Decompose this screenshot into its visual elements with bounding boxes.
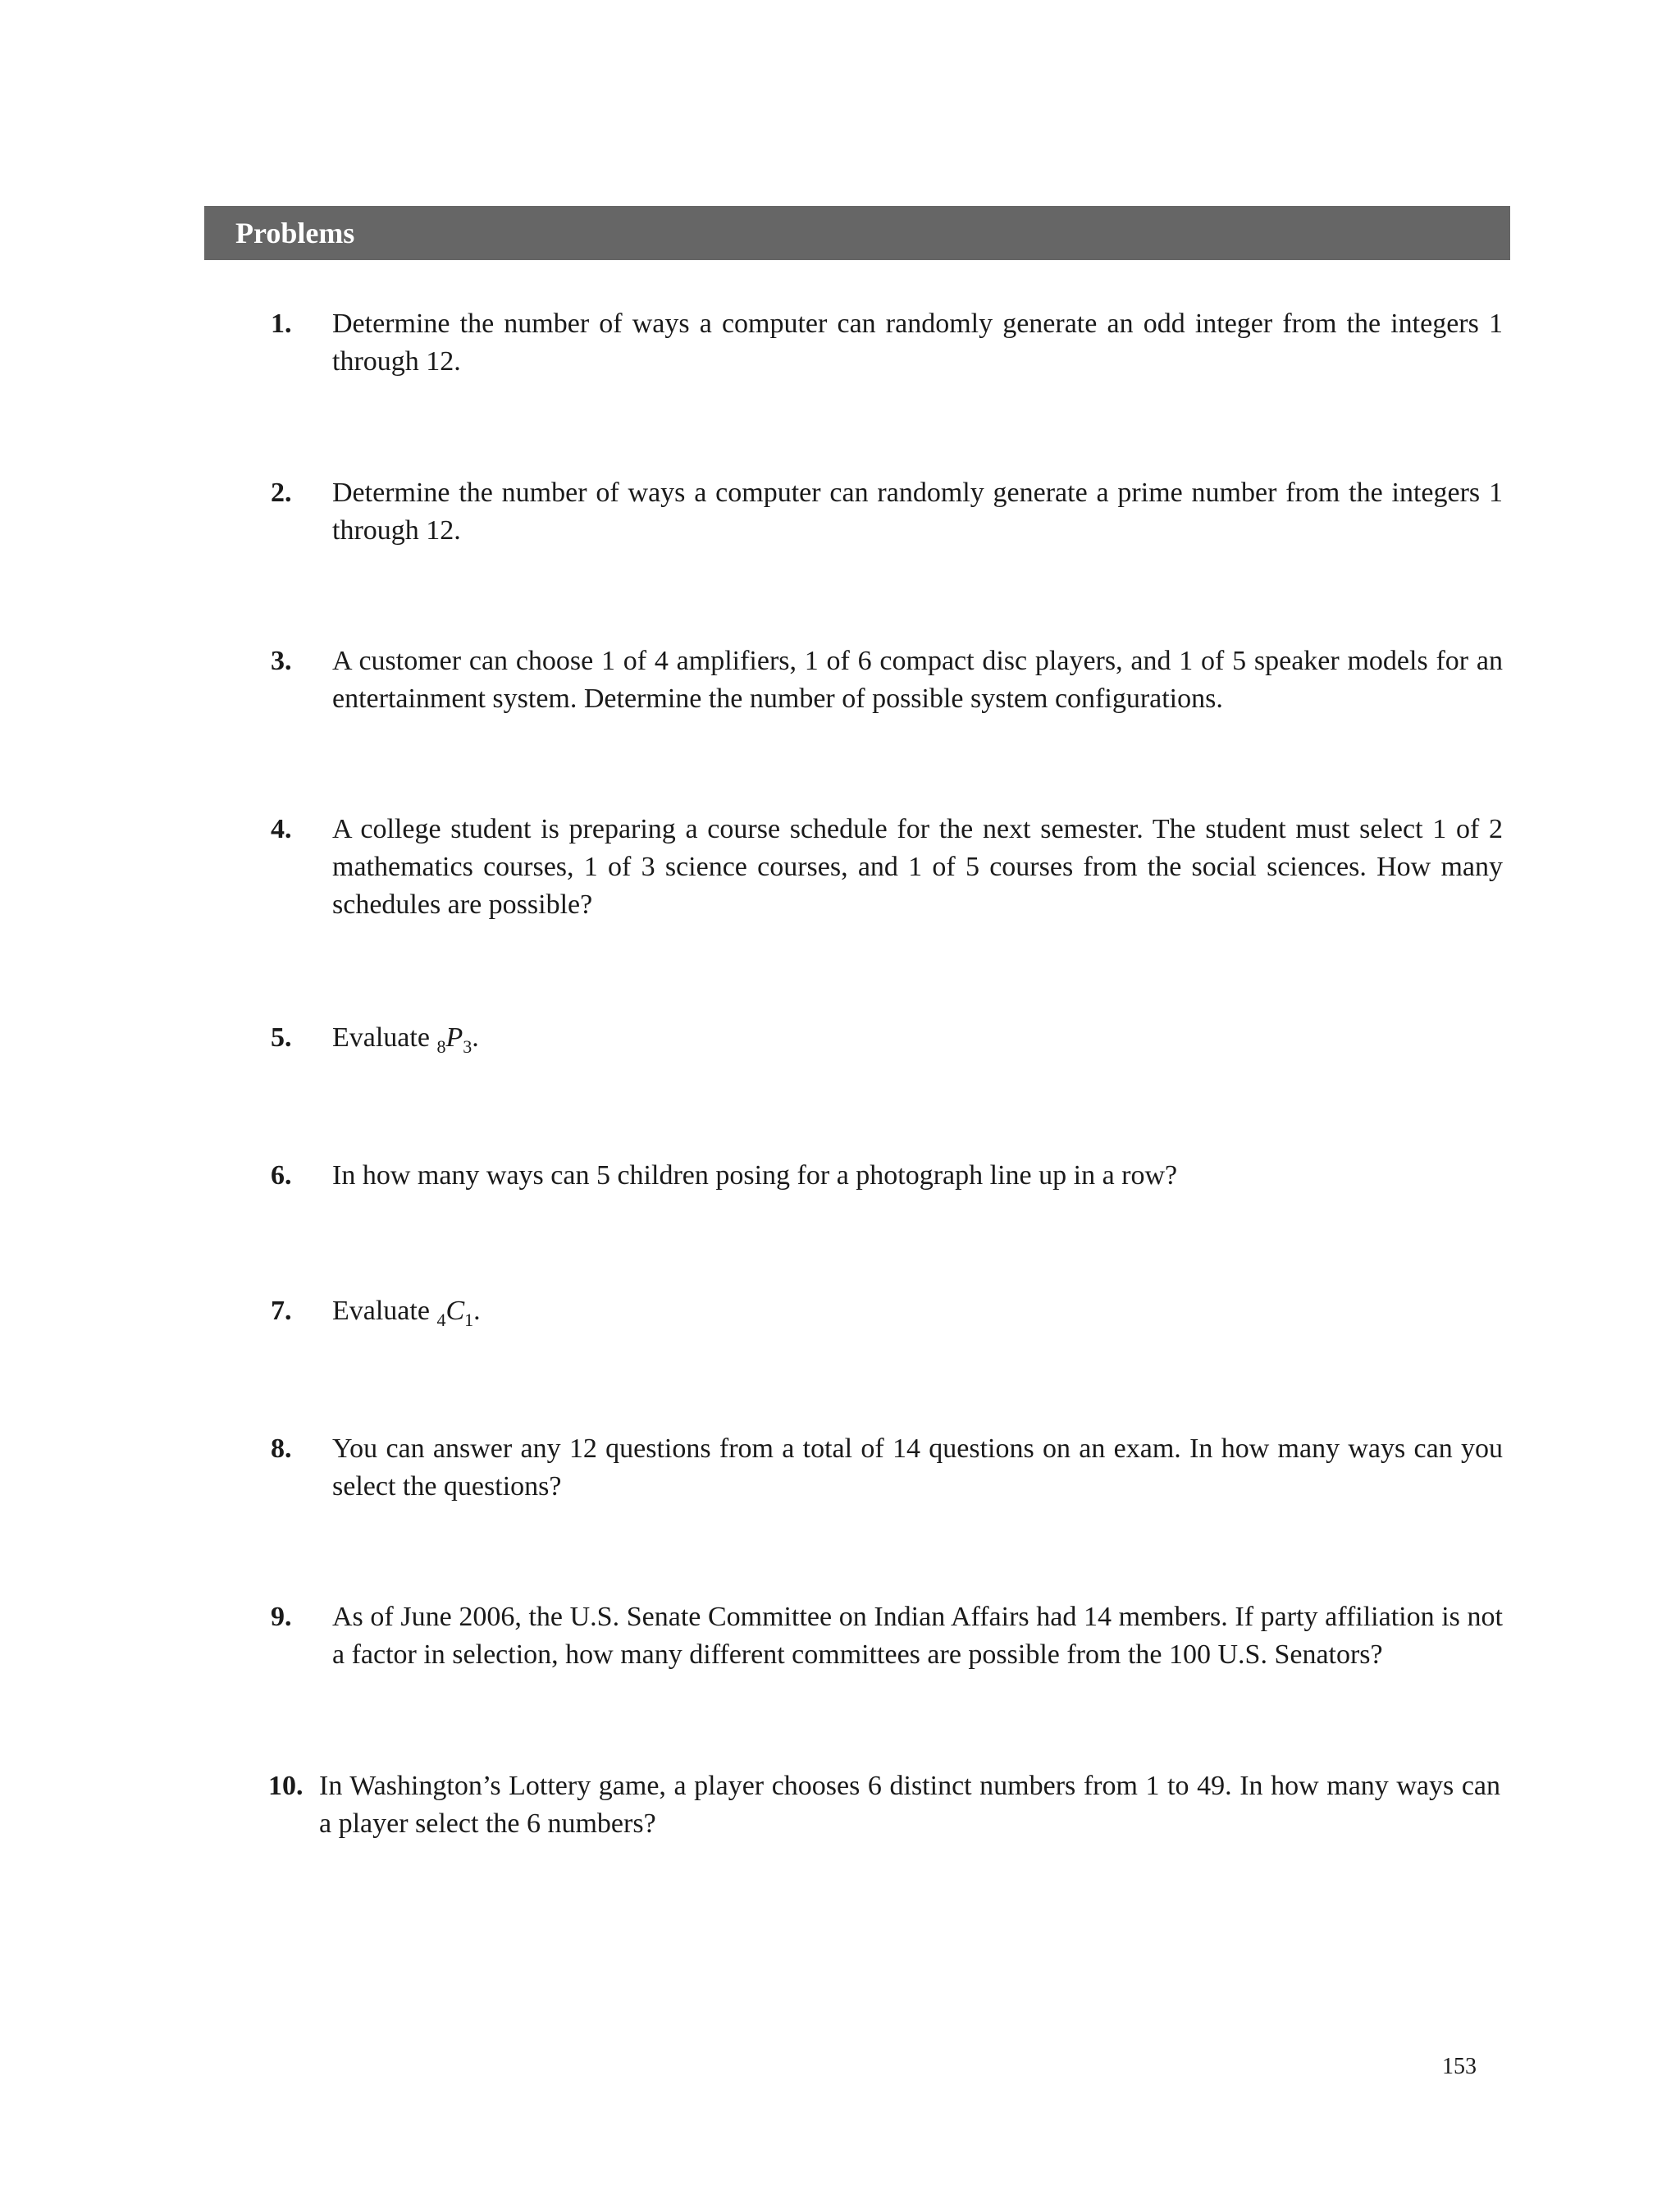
problem-2 [271, 474, 1503, 550]
problem-text: A customer can choose 1 of 4 amplifiers, 1 of 6 compact disc players, and 1 of 5 speaker models for an entertainment system. Determine the number of possible system configurations. [332, 646, 1503, 714]
problem-10 [268, 1767, 1500, 1843]
problem-number: 3. [271, 646, 292, 676]
problem-8 [271, 1430, 1503, 1506]
problem-text: Determine the number of ways a computer can randomly generate an odd integer from the integers 1 through 12. [332, 309, 1503, 377]
problem-7 [271, 1292, 1503, 1339]
problem-number: 7. [271, 1296, 292, 1326]
math-right-subscript: 1 [464, 1310, 474, 1330]
problem-number: 10. [268, 1771, 304, 1801]
math-right-subscript: 3 [463, 1036, 472, 1057]
problem-prefix: Evaluate [332, 1296, 437, 1326]
problem-6 [271, 1157, 1503, 1195]
page-number: 153 [1442, 2054, 1477, 2079]
math-left-subscript: 8 [436, 1036, 446, 1057]
problem-text: Determine the number of ways a computer can randomly generate a prime number from the integers 1 through 12. [332, 478, 1503, 546]
problem-4 [271, 811, 1503, 924]
problem-text: As of June 2006, the U.S. Senate Committee on Indian Affairs had 14 members. If party affiliation is not a factor in selection, how many different committees are possible from the 100 U.S. Senators? [332, 1602, 1503, 1670]
problem-text [332, 1019, 1503, 1066]
problem-text: A college student is preparing a course schedule for the next semester. The student must select 1 of 2 mathematics courses, 1 of 3 science courses, and 1 of 5 courses from the social sciences. How many schedules are possible? [332, 814, 1503, 920]
math-variable: P [445, 1022, 463, 1053]
problem-9 [271, 1598, 1503, 1674]
section-header-bar [204, 206, 1510, 260]
section-title: Problems [235, 217, 355, 249]
problem-number: 4. [271, 814, 292, 844]
problem-text [332, 1292, 1503, 1339]
problem-number: 6. [271, 1160, 292, 1191]
problem-text: In how many ways can 5 children posing for a photograph line up in a row? [332, 1160, 1178, 1191]
problem-3 [271, 642, 1503, 718]
problem-prefix: Evaluate [332, 1022, 437, 1053]
problem-text: You can answer any 12 questions from a total of 14 questions on an exam. In how many ways can you select the questions? [332, 1433, 1503, 1502]
math-left-subscript: 4 [436, 1310, 446, 1330]
problem-number: 2. [271, 478, 292, 508]
problem-number: 8. [271, 1433, 292, 1464]
problem-number: 5. [271, 1022, 292, 1053]
problem-suffix: . [472, 1022, 479, 1053]
problem-text: In Washington’s Lottery game, a player chooses 6 distinct numbers from 1 to 49. In how many ways can a player select the 6 numbers? [319, 1771, 1500, 1839]
problem-number: 9. [271, 1602, 292, 1632]
problem-5 [271, 1019, 1503, 1066]
problem-number: 1. [271, 309, 292, 339]
problem-1 [271, 305, 1503, 381]
problem-suffix: . [473, 1296, 481, 1326]
math-variable: C [445, 1296, 465, 1326]
